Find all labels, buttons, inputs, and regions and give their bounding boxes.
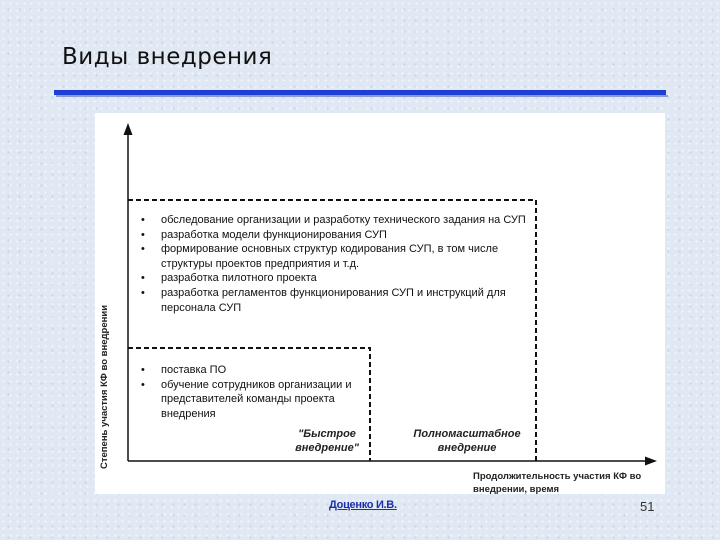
- x-axis-label: Продолжительность участия КФ во внедрении, время: [473, 471, 642, 495]
- list-item: • разработка пилотного проекта: [133, 271, 533, 286]
- list-item: • обучение сотрудников организации и представителей команды проекта внедрения: [133, 378, 373, 422]
- list-item: • разработка модели функционирования СУП: [133, 228, 533, 243]
- full-implementation-caption: Полномасштабное внедрение: [413, 428, 521, 454]
- implementation-types-diagram: [95, 113, 665, 494]
- author-link[interactable]: Доценко И.В.: [329, 499, 397, 511]
- quick-scope-list: [133, 363, 373, 421]
- list-item: • формирование основных структур кодирования СУП, в том числе структуры проектов предприятия и т.д.: [133, 242, 533, 271]
- page-number: 51: [640, 499, 655, 514]
- list-item: • обследование организации и разработку технического задания на СУП: [133, 213, 533, 228]
- full-scope-list: [133, 213, 533, 315]
- y-axis-arrow: [124, 123, 133, 135]
- x-axis-arrow: [645, 457, 657, 466]
- list-item: • поставка ПО: [133, 363, 373, 378]
- slide-title: Виды внедрения: [62, 44, 273, 70]
- quick-implementation-caption: "Быстрое внедрение": [295, 428, 359, 454]
- title-underline-shadow: [56, 95, 668, 97]
- y-axis-label: Степень участия КФ во внедрении: [99, 304, 110, 469]
- list-item: • разработка регламентов функционирования СУП и инструкций для персонала СУП: [133, 286, 533, 315]
